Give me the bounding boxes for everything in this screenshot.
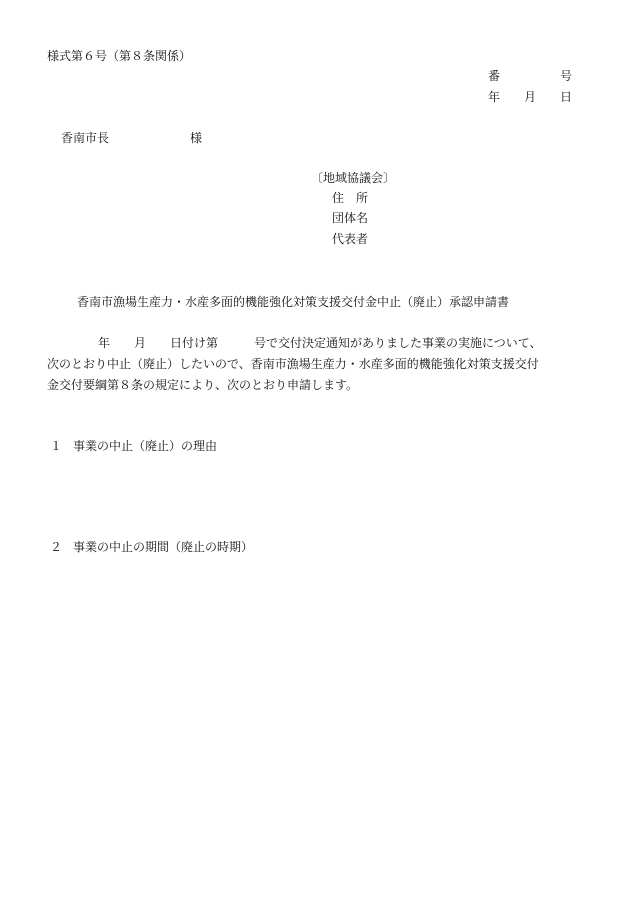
item-label: 事業の中止（廃止）の理由 <box>73 439 218 453</box>
body-line: 次のとおり中止（廃止）したいので、香南市漁場生産力・水産多面的機能強化対策支援交付 <box>47 357 539 371</box>
document-title: 香南市漁場生産力・水産多面的機能強化対策支援交付金中止（廃止）承認申請書 <box>77 295 510 309</box>
applicant-address-label: 住 所 <box>332 191 369 205</box>
item-number: ２ <box>50 540 63 554</box>
item-number: １ <box>50 439 63 453</box>
applicant-representative-label: 代表者 <box>332 232 369 246</box>
form-label: 様式第６号（第８条関係） <box>47 49 192 63</box>
body-line: 年 月 日付け第 号で交付決定通知がありました事業の実施について、 <box>86 336 542 350</box>
applicant-organization: 〔地域協議会〕 <box>311 171 396 185</box>
item-label: 事業の中止の期間（廃止の時期） <box>73 540 254 554</box>
addressee-honorific: 様 <box>190 131 203 145</box>
applicant-group-name-label: 団体名 <box>332 211 369 225</box>
date-label: 年 月 日 <box>488 90 573 104</box>
document-number-label: 番 号 <box>488 69 573 83</box>
addressee-name: 香南市長 <box>61 131 110 145</box>
body-line: 金交付要綱第８条の規定により、次のとおり申請します。 <box>47 378 359 392</box>
